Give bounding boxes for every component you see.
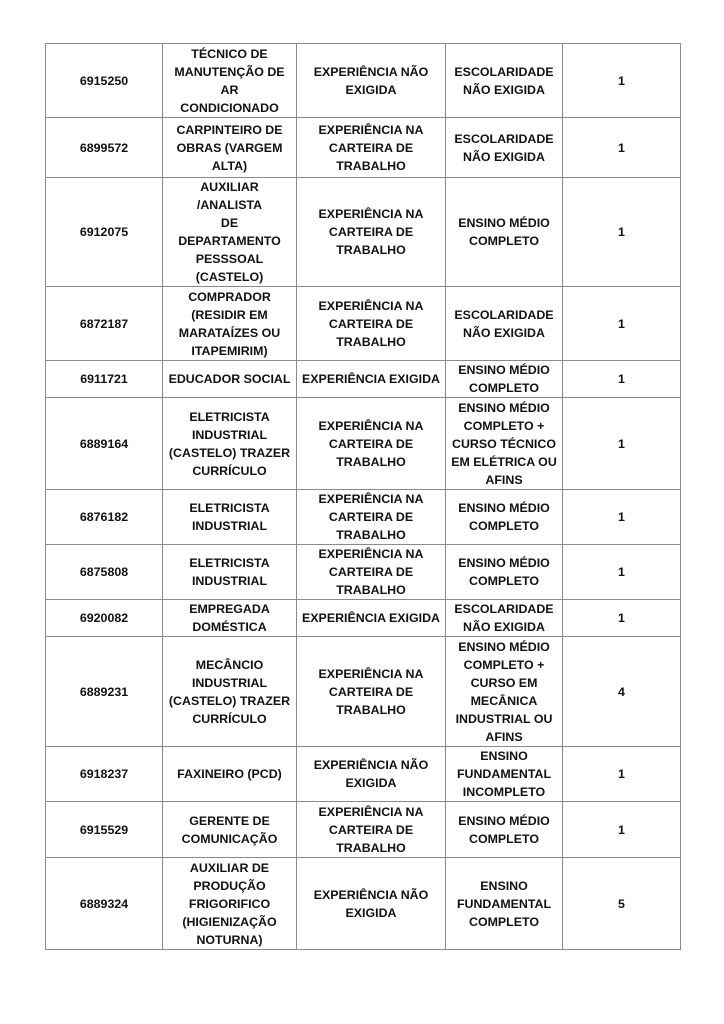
- job-title: GERENTE DE COMUNICAÇÃO: [163, 802, 297, 858]
- vacancy-code: 6876182: [46, 490, 163, 545]
- vacancy-code: 6889164: [46, 398, 163, 490]
- table-row: [46, 287, 681, 361]
- vacancy-count: 1: [563, 361, 681, 398]
- table-row: [46, 858, 681, 950]
- education-requirement: ENSINO FUNDAMENTAL INCOMPLETO: [446, 747, 563, 802]
- table-row: [46, 118, 681, 178]
- table-row: [46, 600, 681, 637]
- vacancy-count: 4: [563, 637, 681, 747]
- vacancy-code: 6889324: [46, 858, 163, 950]
- experience-requirement: EXPERIÊNCIA NA CARTEIRA DE TRABALHO: [297, 490, 446, 545]
- education-requirement: ENSINO MÉDIO COMPLETO: [446, 545, 563, 600]
- vacancy-count: 1: [563, 118, 681, 178]
- experience-requirement: EXPERIÊNCIA NA CARTEIRA DE TRABALHO: [297, 178, 446, 287]
- table-row: [46, 802, 681, 858]
- experience-requirement: EXPERIÊNCIA EXIGIDA: [297, 600, 446, 637]
- job-title: ELETRICISTA INDUSTRIAL (CASTELO) TRAZER CURRÍCULO: [163, 398, 297, 490]
- vacancy-code: 6875808: [46, 545, 163, 600]
- table-row: [46, 398, 681, 490]
- vacancy-count: 1: [563, 178, 681, 287]
- education-requirement: ESCOLARIDADE NÃO EXIGIDA: [446, 44, 563, 118]
- job-title: COMPRADOR (RESIDIR EM MARATAÍZES OU ITAPEMIRIM): [163, 287, 297, 361]
- table-row: [46, 361, 681, 398]
- vacancy-count: 5: [563, 858, 681, 950]
- job-title: AUXILIAR DE PRODUÇÃO FRIGORIFICO (HIGIENIZAÇÃO NOTURNA): [163, 858, 297, 950]
- vacancy-count: 1: [563, 398, 681, 490]
- experience-requirement: EXPERIÊNCIA NÃO EXIGIDA: [297, 44, 446, 118]
- table-row: [46, 545, 681, 600]
- vacancy-code: 6912075: [46, 178, 163, 287]
- vacancy-code: 6915250: [46, 44, 163, 118]
- job-title: AUXILIAR /ANALISTA DE DEPARTAMENTO PESSSOAL (CASTELO): [163, 178, 297, 287]
- experience-requirement: EXPERIÊNCIA NÃO EXIGIDA: [297, 858, 446, 950]
- job-title: CARPINTEIRO DE OBRAS (VARGEM ALTA): [163, 118, 297, 178]
- job-title: ELETRICISTA INDUSTRIAL: [163, 490, 297, 545]
- job-title: EDUCADOR SOCIAL: [163, 361, 297, 398]
- vacancy-count: 1: [563, 44, 681, 118]
- job-title: FAXINEIRO (PCD): [163, 747, 297, 802]
- education-requirement: ESCOLARIDADE NÃO EXIGIDA: [446, 118, 563, 178]
- education-requirement: ENSINO MÉDIO COMPLETO: [446, 490, 563, 545]
- vacancy-code: 6911721: [46, 361, 163, 398]
- experience-requirement: EXPERIÊNCIA NA CARTEIRA DE TRABALHO: [297, 118, 446, 178]
- vacancy-code: 6915529: [46, 802, 163, 858]
- vacancy-count: 1: [563, 600, 681, 637]
- vacancy-count: 1: [563, 287, 681, 361]
- table-row: [46, 178, 681, 287]
- vacancy-code: 6889231: [46, 637, 163, 747]
- education-requirement: ENSINO MÉDIO COMPLETO: [446, 802, 563, 858]
- table-row: [46, 637, 681, 747]
- vacancy-count: 1: [563, 747, 681, 802]
- job-title: ELETRICISTA INDUSTRIAL: [163, 545, 297, 600]
- job-title: MECÂNCIO INDUSTRIAL (CASTELO) TRAZER CURRÍCULO: [163, 637, 297, 747]
- experience-requirement: EXPERIÊNCIA NA CARTEIRA DE TRABALHO: [297, 802, 446, 858]
- job-title: TÉCNICO DE MANUTENÇÃO DE AR CONDICIONADO: [163, 44, 297, 118]
- experience-requirement: EXPERIÊNCIA NÃO EXIGIDA: [297, 747, 446, 802]
- vacancy-count: 1: [563, 802, 681, 858]
- experience-requirement: EXPERIÊNCIA NA CARTEIRA DE TRABALHO: [297, 545, 446, 600]
- experience-requirement: EXPERIÊNCIA NA CARTEIRA DE TRABALHO: [297, 398, 446, 490]
- vacancy-code: 6872187: [46, 287, 163, 361]
- vacancy-code: 6899572: [46, 118, 163, 178]
- education-requirement: ENSINO FUNDAMENTAL COMPLETO: [446, 858, 563, 950]
- education-requirement: ENSINO MÉDIO COMPLETO: [446, 178, 563, 287]
- job-vacancies-body: [46, 44, 681, 950]
- table-row: [46, 747, 681, 802]
- table-row: [46, 44, 681, 118]
- vacancy-count: 1: [563, 545, 681, 600]
- job-vacancies-table: [45, 43, 681, 950]
- table-row: [46, 490, 681, 545]
- education-requirement: ENSINO MÉDIO COMPLETO + CURSO TÉCNICO EM ELÉTRICA OU AFINS: [446, 398, 563, 490]
- experience-requirement: EXPERIÊNCIA NA CARTEIRA DE TRABALHO: [297, 287, 446, 361]
- vacancy-code: 6920082: [46, 600, 163, 637]
- vacancy-code: 6918237: [46, 747, 163, 802]
- experience-requirement: EXPERIÊNCIA NA CARTEIRA DE TRABALHO: [297, 637, 446, 747]
- education-requirement: ESCOLARIDADE NÃO EXIGIDA: [446, 287, 563, 361]
- vacancy-count: 1: [563, 490, 681, 545]
- experience-requirement: EXPERIÊNCIA EXIGIDA: [297, 361, 446, 398]
- education-requirement: ENSINO MÉDIO COMPLETO + CURSO EM MECÂNICA INDUSTRIAL OU AFINS: [446, 637, 563, 747]
- education-requirement: ESCOLARIDADE NÃO EXIGIDA: [446, 600, 563, 637]
- education-requirement: ENSINO MÉDIO COMPLETO: [446, 361, 563, 398]
- job-title: EMPREGADA DOMÉSTICA: [163, 600, 297, 637]
